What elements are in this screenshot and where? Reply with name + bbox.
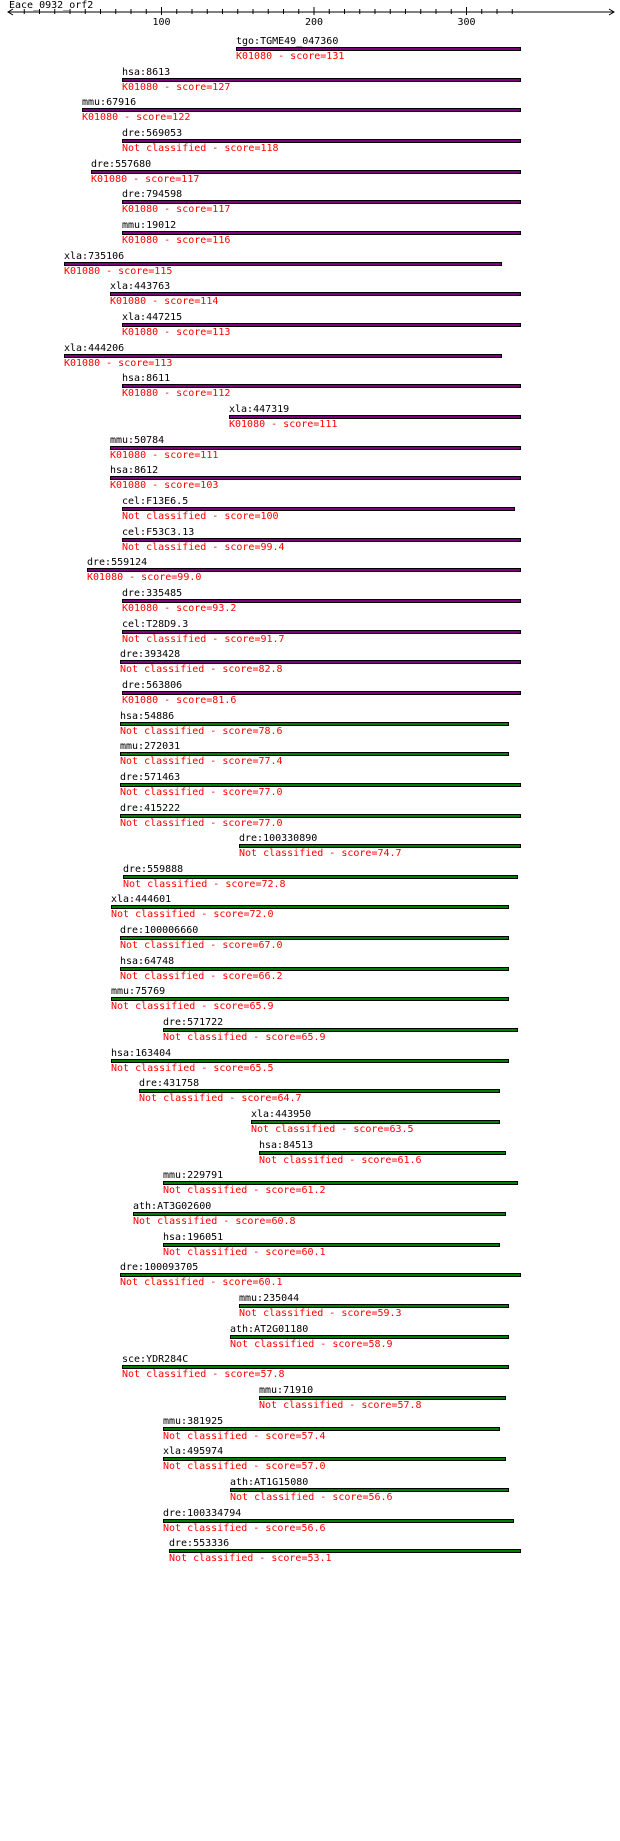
- hit-gene-id[interactable]: xla:443950: [251, 1109, 312, 1120]
- hit-gene-id[interactable]: dre:557680: [91, 159, 152, 170]
- hit-score: Not classified - score=77.0: [120, 818, 283, 829]
- hit-score: Not classified - score=65.5: [111, 1063, 274, 1074]
- hit-score: Not classified - score=118: [122, 143, 279, 154]
- hit-score: K01080 - score=111: [110, 450, 219, 461]
- hit-score: Not classified - score=53.1: [169, 1553, 332, 1564]
- hit-score: Not classified - score=61.6: [259, 1155, 422, 1166]
- hit-gene-id[interactable]: xla:447319: [229, 404, 290, 415]
- hit-gene-id[interactable]: dre:100006660: [120, 925, 199, 936]
- hit-gene-id[interactable]: cel:F13E6.5: [122, 496, 189, 507]
- hit-score: Not classified - score=60.1: [120, 1277, 283, 1288]
- hit-gene-id[interactable]: dre:571722: [163, 1017, 224, 1028]
- hit-gene-id[interactable]: cel:F53C3.13: [122, 527, 195, 538]
- query-title: Eace_0932_orf2: [9, 0, 94, 11]
- hit-gene-id[interactable]: xla:444601: [111, 894, 172, 905]
- hit-gene-id[interactable]: ath:AT2G01180: [230, 1324, 309, 1335]
- hit-gene-id[interactable]: mmu:19012: [122, 220, 177, 231]
- hit-score: Not classified - score=66.2: [120, 971, 283, 982]
- hit-gene-id[interactable]: ath:AT1G15080: [230, 1477, 309, 1488]
- hit-score: K01080 - score=115: [64, 266, 173, 277]
- hit-score: Not classified - score=57.0: [163, 1461, 326, 1472]
- hit-score: Not classified - score=60.8: [133, 1216, 296, 1227]
- hit-score: K01080 - score=114: [110, 296, 219, 307]
- hit-gene-id[interactable]: dre:415222: [120, 803, 181, 814]
- hit-gene-id[interactable]: xla:443763: [110, 281, 171, 292]
- hit-score: K01080 - score=113: [122, 327, 231, 338]
- hit-gene-id[interactable]: mmu:71910: [259, 1385, 314, 1396]
- hit-gene-id[interactable]: hsa:8613: [122, 67, 171, 78]
- hit-gene-id[interactable]: xla:735106: [64, 251, 125, 262]
- hit-score: K01080 - score=113: [64, 358, 173, 369]
- hit-score: Not classified - score=72.0: [111, 909, 274, 920]
- hit-gene-id[interactable]: mmu:75769: [111, 986, 166, 997]
- hit-gene-id[interactable]: hsa:64748: [120, 956, 175, 967]
- hit-score: Not classified - score=61.2: [163, 1185, 326, 1196]
- hit-score: Not classified - score=99.4: [122, 542, 285, 553]
- hit-score: K01080 - score=112: [122, 388, 231, 399]
- hit-gene-id[interactable]: xla:495974: [163, 1446, 224, 1457]
- hit-score: Not classified - score=56.6: [163, 1523, 326, 1534]
- hit-gene-id[interactable]: mmu:229791: [163, 1170, 224, 1181]
- hit-score: Not classified - score=58.9: [230, 1339, 393, 1350]
- hit-score: Not classified - score=65.9: [163, 1032, 326, 1043]
- hit-gene-id[interactable]: hsa:163404: [111, 1048, 172, 1059]
- hit-score: K01080 - score=131: [236, 51, 345, 62]
- hit-gene-id[interactable]: mmu:50784: [110, 435, 165, 446]
- hit-gene-id[interactable]: dre:559124: [87, 557, 148, 568]
- hit-gene-id[interactable]: dre:553336: [169, 1538, 230, 1549]
- hit-gene-id[interactable]: hsa:8612: [110, 465, 159, 476]
- hit-score: Not classified - score=59.3: [239, 1308, 402, 1319]
- hit-gene-id[interactable]: dre:563806: [122, 680, 183, 691]
- hit-gene-id[interactable]: mmu:67916: [82, 97, 137, 108]
- hit-gene-id[interactable]: mmu:381925: [163, 1416, 224, 1427]
- hit-gene-id[interactable]: tgo:TGME49_047360: [236, 36, 339, 47]
- hit-score: Not classified - score=65.9: [111, 1001, 274, 1012]
- hit-score: K01080 - score=111: [229, 419, 338, 430]
- hit-score: Not classified - score=77.4: [120, 756, 283, 767]
- axis-tick-label: 200: [305, 17, 324, 28]
- hit-gene-id[interactable]: cel:T28D9.3: [122, 619, 189, 630]
- hit-gene-id[interactable]: hsa:196051: [163, 1232, 224, 1243]
- hit-score: K01080 - score=93.2: [122, 603, 237, 614]
- hit-score: Not classified - score=100: [122, 511, 279, 522]
- hit-gene-id[interactable]: mmu:235044: [239, 1293, 300, 1304]
- hit-score: Not classified - score=78.6: [120, 726, 283, 737]
- hit-score: Not classified - score=64.7: [139, 1093, 302, 1104]
- axis-tick-label: 300: [457, 17, 476, 28]
- hit-gene-id[interactable]: hsa:8611: [122, 373, 171, 384]
- hit-score: Not classified - score=72.8: [123, 879, 286, 890]
- hit-score: Not classified - score=63.5: [251, 1124, 414, 1135]
- hit-gene-id[interactable]: dre:100330890: [239, 833, 318, 844]
- hit-score: K01080 - score=122: [82, 112, 191, 123]
- hit-gene-id[interactable]: dre:794598: [122, 189, 183, 200]
- hit-score: Not classified - score=77.0: [120, 787, 283, 798]
- hit-gene-id[interactable]: dre:335485: [122, 588, 183, 599]
- hit-score: Not classified - score=57.4: [163, 1431, 326, 1442]
- hit-score: Not classified - score=67.0: [120, 940, 283, 951]
- hit-gene-id[interactable]: dre:431758: [139, 1078, 200, 1089]
- hit-score: Not classified - score=57.8: [259, 1400, 422, 1411]
- hit-score: K01080 - score=103: [110, 480, 219, 491]
- hit-score: K01080 - score=127: [122, 82, 231, 93]
- hit-gene-id[interactable]: dre:393428: [120, 649, 181, 660]
- hit-gene-id[interactable]: dre:100334794: [163, 1508, 242, 1519]
- hit-gene-id[interactable]: xla:444206: [64, 343, 125, 354]
- hit-score: Not classified - score=60.1: [163, 1247, 326, 1258]
- hit-gene-id[interactable]: dre:100093705: [120, 1262, 199, 1273]
- hit-gene-id[interactable]: sce:YDR284C: [122, 1354, 189, 1365]
- hit-gene-id[interactable]: hsa:54886: [120, 711, 175, 722]
- hit-score: K01080 - score=116: [122, 235, 231, 246]
- hit-gene-id[interactable]: xla:447215: [122, 312, 183, 323]
- hit-score: Not classified - score=74.7: [239, 848, 402, 859]
- hit-score: K01080 - score=117: [91, 174, 200, 185]
- hit-score: Not classified - score=91.7: [122, 634, 285, 645]
- hit-gene-id[interactable]: mmu:272031: [120, 741, 181, 752]
- axis-tick-label: 100: [152, 17, 171, 28]
- hit-score: K01080 - score=99.0: [87, 572, 202, 583]
- hit-score: Not classified - score=82.8: [120, 664, 283, 675]
- hit-score: Not classified - score=57.8: [122, 1369, 285, 1380]
- hit-gene-id[interactable]: ath:AT3G02600: [133, 1201, 212, 1212]
- hit-gene-id[interactable]: dre:571463: [120, 772, 181, 783]
- hit-gene-id[interactable]: dre:569053: [122, 128, 183, 139]
- hit-score: K01080 - score=81.6: [122, 695, 237, 706]
- hit-score: K01080 - score=117: [122, 204, 231, 215]
- hit-gene-id[interactable]: dre:559888: [123, 864, 184, 875]
- hit-score: Not classified - score=56.6: [230, 1492, 393, 1503]
- hit-gene-id[interactable]: hsa:84513: [259, 1140, 314, 1151]
